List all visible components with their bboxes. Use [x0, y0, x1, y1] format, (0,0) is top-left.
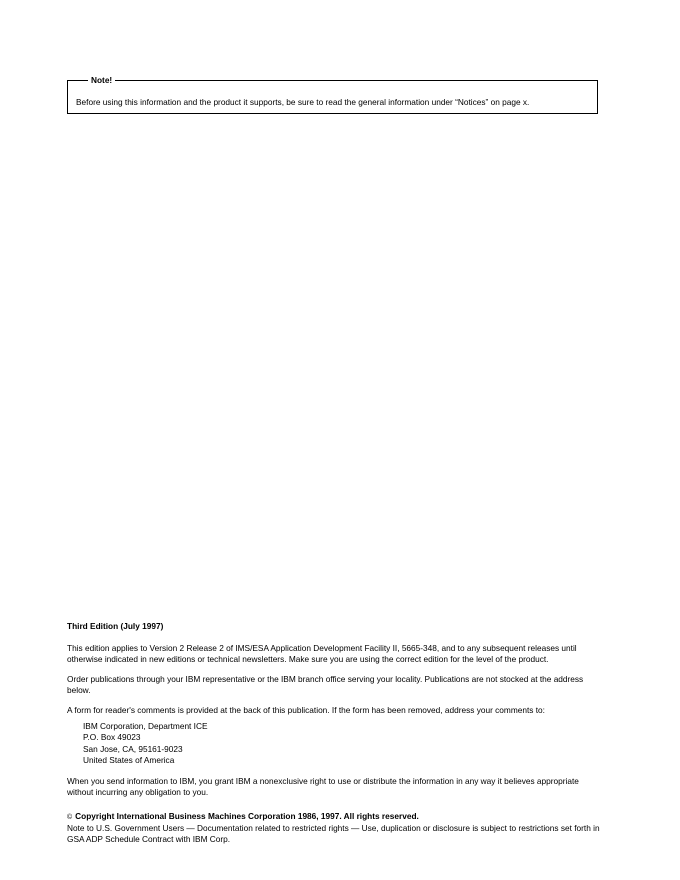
notice-box: [67, 75, 598, 114]
copyright-statement: Copyright International Business Machines Corporation 1986, 1997. All rights reserved.: [75, 811, 419, 822]
copyright-symbol: ©: [67, 814, 73, 822]
address-line: IBM Corporation, Department ICE: [83, 721, 208, 731]
order-publications-paragraph: Order publications through your IBM representative or the IBM branch office serving your locality. Publications are not stocked at the address below.: [67, 674, 584, 695]
notice-text: Before using this information and the product it supports, be sure to read the general information under “Notices” on page x.: [76, 97, 530, 107]
government-users-note: Note to U.S. Government Users — Documentation related to restricted rights — Use, duplication or disclosure is subject to restrictions set forth in GSA ADP Schedule Contract with IBM Corp.: [67, 823, 600, 845]
copyright-block: [67, 811, 601, 845]
information-grant-paragraph: When you send information to IBM, you grant IBM a nonexclusive right to use or distribute the information in any way it believes appropriate without incurring any obligation to you.: [67, 776, 579, 798]
edition-heading: Third Edition (July 1997): [67, 621, 164, 631]
notice-title: Note!: [88, 75, 115, 86]
edition-notice: [67, 621, 601, 845]
mailing-address: [83, 721, 601, 766]
copyright-line: [67, 811, 601, 823]
address-line: San Jose, CA, 95161-9023: [83, 743, 183, 754]
address-line: P.O. Box 49023: [83, 732, 141, 743]
address-line: United States of America: [83, 754, 175, 765]
edition-applies-paragraph: This edition applies to Version 2 Release 2 of IMS/ESA Application Development Facility II, 5665-348, and to any subsequent releases until otherwise indicated in new editions or technical newsletters. Make sure you are using the correct edition for the level of the product.: [67, 643, 577, 664]
reader-comments-paragraph: A form for reader's comments is provided at the back of this publication. If the form has been removed, address your comments to:: [67, 705, 545, 715]
